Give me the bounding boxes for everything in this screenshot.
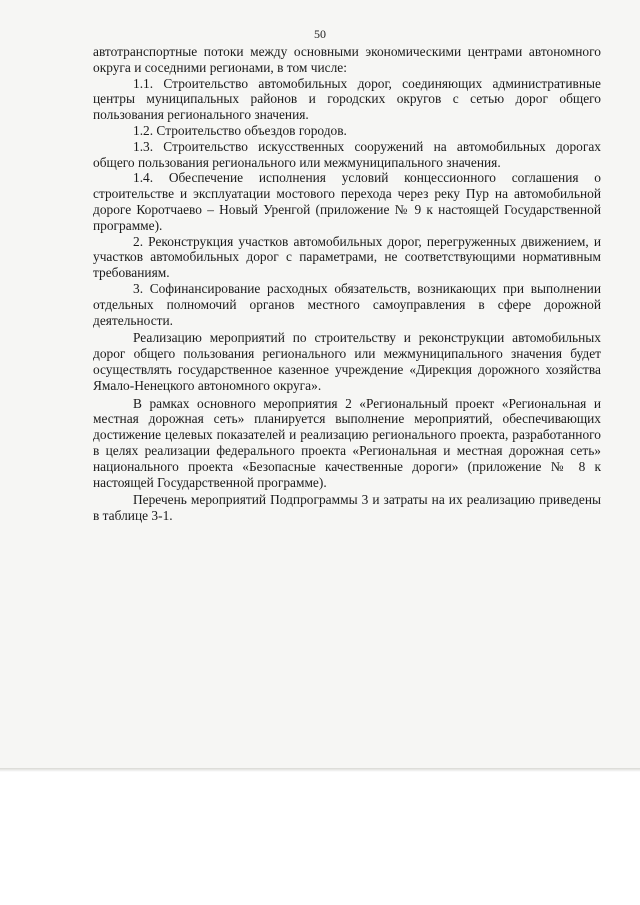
paragraph-item-1-1: 1.1. Строительство автомобильных дорог, соединяющих административные центры муниципальных районов и городских округов с сетью дорог общего пользования регионального значения.: [93, 75, 601, 123]
page-number: 50: [314, 27, 326, 41]
paragraph-item-3: 3. Софинансирование расходных обязательств, возникающих при выполнении отдельных полномочий органов местного самоуправления в сфере дорожной деятельности.: [93, 280, 601, 328]
paragraph-item-2: 2. Реконструкция участков автомобильных дорог, перегруженных движением, и участков автомобильных дорог с параметрами, не соответствующими нормативным требованиям.: [93, 233, 601, 281]
document-body: [93, 44, 601, 524]
paragraph-implementation: Реализацию мероприятий по строительству и реконструкции автомобильных дорог общего пользования регионального или межмуниципального значения будет осуществлять государственное казенное учреждение «Дирекция дорожного хозяйства Ямало-Ненецкого автономного округа».: [93, 330, 601, 393]
paragraph-continuation: автотранспортные потоки между основными экономическими центрами автономного округа и соседними регионами, в том числе:: [93, 44, 601, 75]
paragraph-regional-project: В рамках основного мероприятия 2 «Региональный проект «Региональная и местная дорожная сеть» планируется выполнение мероприятий, обеспечивающих достижение целевых показателей и реализацию регионального проекта, разработанного в целях реализации федерального проекта «Региональная и местная дорожная сеть» национального проекта «Безопасные качественные дороги» (приложение № 8 к настоящей Государственной программе).: [93, 395, 601, 490]
paragraph-item-1-3: 1.3. Строительство искусственных сооружений на автомобильных дорогах общего пользования регионального или межмуниципального значения.: [93, 138, 601, 170]
paragraph-item-1-4: 1.4. Обеспечение исполнения условий концессионного соглашения о строительстве и эксплуатации мостового перехода через реку Пур на автомобильной дороге Коротчаево – Новый Уренгой (приложение № 9 к настоящей Государственной программе).: [93, 170, 601, 233]
paragraph-table-reference: Перечень мероприятий Подпрограммы 3 и затраты на их реализацию приведены в таблице 3-1.: [93, 492, 601, 524]
paragraph-item-1-2: 1.2. Строительство объездов городов.: [133, 122, 347, 138]
scan-edge: [0, 768, 640, 772]
